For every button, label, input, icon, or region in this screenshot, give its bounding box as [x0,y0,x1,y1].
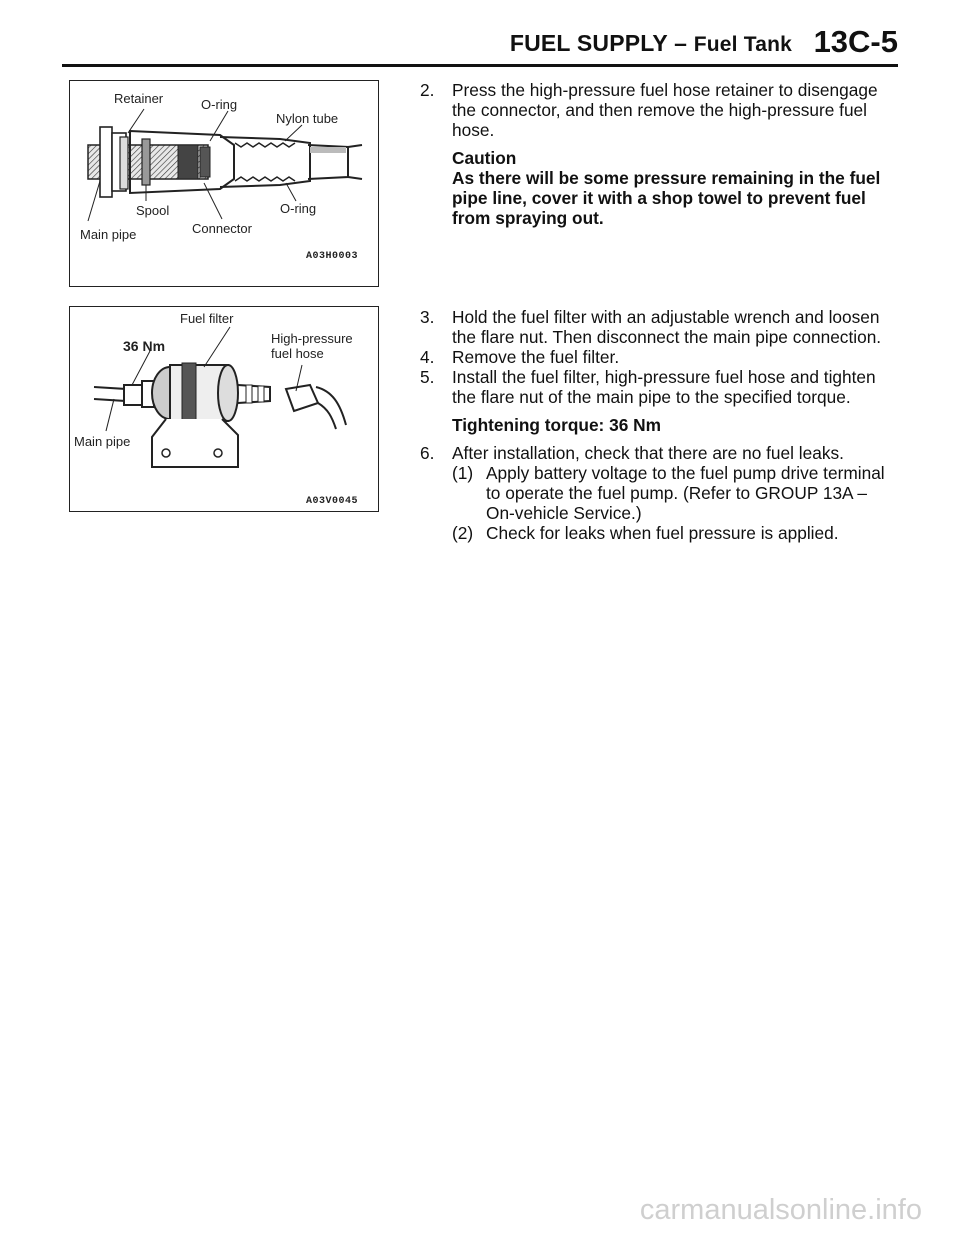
step-6-line-1: After installation, check that there are no fuel leaks. [452,443,844,463]
figure-code: A03V0045 [306,496,359,507]
label-high-pressure-line2: fuel hose [271,346,324,361]
label-high-pressure-line1: High-pressure [271,331,353,346]
figure-fuel-filter [69,306,379,512]
step-6: 6. After installation, check that there are no fuel leaks. [420,443,844,463]
step-4-line-1: Remove the fuel filter. [452,347,620,367]
label-connector: Connector [192,221,252,236]
label-main-pipe: Main pipe [74,434,131,449]
label-nylon-tube: Nylon tube [276,111,339,126]
figure-hose-connector [69,80,379,287]
watermark: carmanualsonline.info [639,1194,922,1226]
bracket-shape [152,419,238,467]
sub-step-2-line-1: Check for leaks when fuel pressure is applied. [486,523,839,543]
fuel-filter-diagram [70,307,378,511]
step-2-line-2: the connector, and then remove the high-pressure fuel [452,100,868,120]
label-fuel-filter: Fuel filter [180,311,234,326]
label-o-ring-top: O-ring [201,97,238,112]
section-title: FUEL SUPPLY [509,30,668,56]
step-5-line-2: the flare nut of the main pipe to the specified torque. [452,387,851,407]
tightening-torque: Tightening torque: 36 Nm [452,415,661,435]
label-retainer: Retainer [114,91,164,106]
step-3-line-2: the flare nut. Then disconnect the main pipe connection. [452,327,882,347]
page-title [0,30,792,57]
step-2-line-1: Press the high-pressure fuel hose retainer to disengage [452,80,878,100]
caution-title: Caution [452,148,517,168]
step-2-line-3: hose. [452,120,495,140]
o-ring-shape [200,147,210,177]
caution-line-2: pipe line, cover it with a shop towel to prevent fuel [452,188,866,208]
title-separator: – [667,30,694,56]
sub-step-1-line-1: Apply battery voltage to the fuel pump drive terminal [486,463,885,483]
flare-nut-shape [124,385,142,405]
step-3: 3. Hold the fuel filter with an adjustable wrench and loosen [420,307,880,327]
caution-line-3: from spraying out. [452,208,604,228]
instructions-block-2 [420,307,892,543]
page-number: 13C-5 [813,24,898,59]
caution-box [420,148,892,228]
connector-diagram [70,81,378,286]
caution-line-1: As there will be some pressure remaining in the fuel [452,168,881,188]
step-5-line-1: Install the fuel filter, high-pressure fuel hose and tighten [452,367,876,387]
header-divider [62,64,898,67]
main-pipe-shape [94,387,126,401]
spool-shape [142,139,150,185]
instructions-block-1 [420,80,892,228]
step-4: 4. Remove the fuel filter. [420,347,620,367]
sub-step-1-line-3: On-vehicle Service.) [486,503,642,523]
step-5: 5. Install the fuel filter, high-pressure fuel hose and tighten [420,367,876,387]
label-main-pipe: Main pipe [80,227,137,242]
sub-step-1-line-2: to operate the fuel pump. (Refer to GROUP 13A – [486,483,868,503]
label-spool: Spool [136,203,170,218]
label-o-ring-bottom: O-ring [280,201,317,216]
sub-step-2: (2) Check for leaks when fuel pressure is applied. [452,523,839,543]
sub-step-1: (1) Apply battery voltage to the fuel pump drive terminal [452,463,885,483]
high-pressure-hose-shape [286,385,318,411]
step-3-line-1: Hold the fuel filter with an adjustable wrench and loosen [452,307,880,327]
section-subtitle: Fuel Tank [693,33,792,56]
retainer-shape [100,127,112,197]
label-torque: 36 Nm [123,338,166,354]
figure-code: A03H0003 [306,251,359,262]
step-2: 2. Press the high-pressure fuel hose retainer to disengage [420,80,878,100]
